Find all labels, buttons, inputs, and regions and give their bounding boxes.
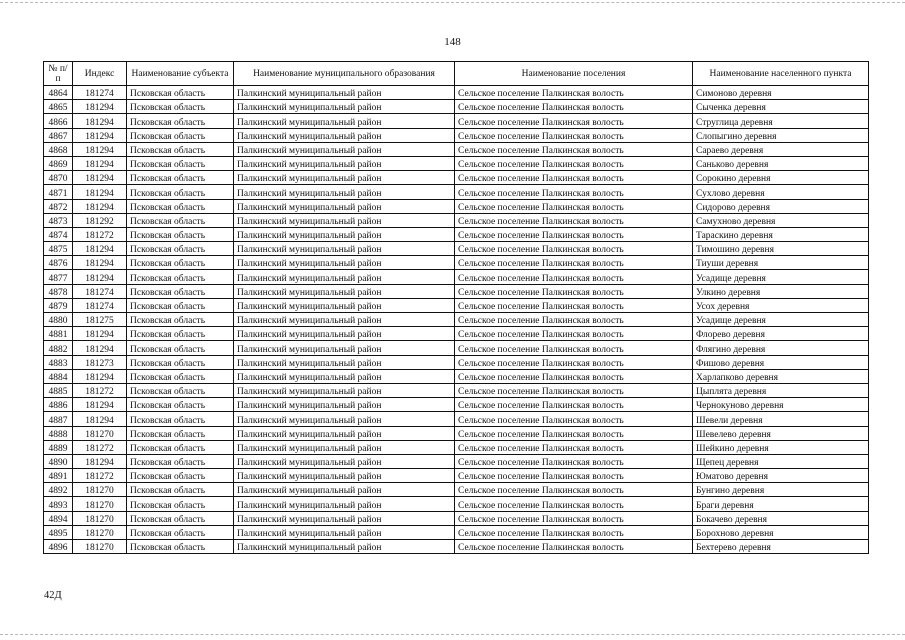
subject-name-cell: Псковская область xyxy=(127,540,234,554)
subject-name-cell: Псковская область xyxy=(127,383,234,397)
municipality-name-cell: Палкинский муниципальный район xyxy=(234,242,455,256)
municipality-name-cell: Палкинский муниципальный район xyxy=(234,156,455,170)
locality-name-cell: Бехтерево деревня xyxy=(693,540,869,554)
locality-name-cell: Бунгино деревня xyxy=(693,483,869,497)
municipality-name-cell: Палкинский муниципальный район xyxy=(234,256,455,270)
subject-name-cell: Псковская область xyxy=(127,525,234,539)
postal-index-cell: 181274 xyxy=(73,86,127,100)
postal-index-cell: 181272 xyxy=(73,383,127,397)
municipality-name-cell: Палкинский муниципальный район xyxy=(234,284,455,298)
municipality-name-cell: Палкинский муниципальный район xyxy=(234,426,455,440)
locality-name-cell: Самухново деревня xyxy=(693,213,869,227)
locality-name-cell: Бокачево деревня xyxy=(693,511,869,525)
postal-index-cell: 181294 xyxy=(73,341,127,355)
locality-name-cell: Слопыгино деревня xyxy=(693,128,869,142)
table-row xyxy=(44,440,869,454)
row-number-cell: 4891 xyxy=(44,469,73,483)
table-row xyxy=(44,398,869,412)
row-number-cell: 4896 xyxy=(44,540,73,554)
header-municipality: Наименование муниципального образования xyxy=(234,62,455,86)
postal-index-cell: 181294 xyxy=(73,242,127,256)
municipality-name-cell: Палкинский муниципальный район xyxy=(234,313,455,327)
postal-index-cell: 181270 xyxy=(73,525,127,539)
subject-name-cell: Псковская область xyxy=(127,114,234,128)
settlement-name-cell: Сельское поселение Палкинская волость xyxy=(455,270,693,284)
locality-name-cell: Юматово деревня xyxy=(693,469,869,483)
table-row xyxy=(44,242,869,256)
row-number-cell: 4886 xyxy=(44,398,73,412)
subject-name-cell: Псковская область xyxy=(127,469,234,483)
municipality-name-cell: Палкинский муниципальный район xyxy=(234,171,455,185)
header-settlement: Наименование поселения xyxy=(455,62,693,86)
table-row xyxy=(44,142,869,156)
settlement-name-cell: Сельское поселение Палкинская волость xyxy=(455,369,693,383)
table-row xyxy=(44,156,869,170)
settlement-name-cell: Сельское поселение Палкинская волость xyxy=(455,227,693,241)
postal-index-cell: 181272 xyxy=(73,227,127,241)
row-number-cell: 4876 xyxy=(44,256,73,270)
header-number: № п/п xyxy=(44,62,73,86)
locality-name-cell: Харлапково деревня xyxy=(693,369,869,383)
municipality-name-cell: Палкинский муниципальный район xyxy=(234,100,455,114)
settlement-name-cell: Сельское поселение Палкинская волость xyxy=(455,412,693,426)
header-subject: Наименование субъекта xyxy=(127,62,234,86)
locality-name-cell: Шевели деревня xyxy=(693,412,869,426)
table-row xyxy=(44,525,869,539)
subject-name-cell: Псковская область xyxy=(127,355,234,369)
postal-index-cell: 181270 xyxy=(73,483,127,497)
settlement-name-cell: Сельское поселение Палкинская волость xyxy=(455,341,693,355)
subject-name-cell: Псковская область xyxy=(127,369,234,383)
settlement-name-cell: Сельское поселение Палкинская волость xyxy=(455,156,693,170)
municipality-name-cell: Палкинский муниципальный район xyxy=(234,341,455,355)
locality-name-cell: Шевелево деревня xyxy=(693,426,869,440)
locality-name-cell: Струглица деревня xyxy=(693,114,869,128)
postal-index-cell: 181294 xyxy=(73,171,127,185)
municipality-name-cell: Палкинский муниципальный район xyxy=(234,497,455,511)
subject-name-cell: Псковская область xyxy=(127,483,234,497)
row-number-cell: 4871 xyxy=(44,185,73,199)
locality-name-cell: Усадище деревня xyxy=(693,270,869,284)
settlement-name-cell: Сельское поселение Палкинская волость xyxy=(455,171,693,185)
subject-name-cell: Псковская область xyxy=(127,142,234,156)
table-row xyxy=(44,199,869,213)
subject-name-cell: Псковская область xyxy=(127,100,234,114)
table-row xyxy=(44,313,869,327)
table-row xyxy=(44,511,869,525)
postal-index-cell: 181294 xyxy=(73,412,127,426)
settlement-name-cell: Сельское поселение Палкинская волость xyxy=(455,213,693,227)
row-number-cell: 4880 xyxy=(44,313,73,327)
postal-index-cell: 181274 xyxy=(73,298,127,312)
municipality-name-cell: Палкинский муниципальный район xyxy=(234,540,455,554)
municipality-name-cell: Палкинский муниципальный район xyxy=(234,199,455,213)
postal-index-cell: 181270 xyxy=(73,426,127,440)
locality-name-cell: Тиуши деревня xyxy=(693,256,869,270)
row-number-cell: 4888 xyxy=(44,426,73,440)
subject-name-cell: Псковская область xyxy=(127,327,234,341)
subject-name-cell: Псковская область xyxy=(127,171,234,185)
postal-index-cell: 181294 xyxy=(73,454,127,468)
locality-name-cell: Шейкино деревня xyxy=(693,440,869,454)
municipality-name-cell: Палкинский муниципальный район xyxy=(234,142,455,156)
row-number-cell: 4879 xyxy=(44,298,73,312)
settlement-name-cell: Сельское поселение Палкинская волость xyxy=(455,525,693,539)
table-row xyxy=(44,497,869,511)
settlement-name-cell: Сельское поселение Палкинская волость xyxy=(455,355,693,369)
settlement-name-cell: Сельское поселение Палкинская волость xyxy=(455,383,693,397)
locality-name-cell: Чернокуново деревня xyxy=(693,398,869,412)
row-number-cell: 4881 xyxy=(44,327,73,341)
postal-index-cell: 181294 xyxy=(73,128,127,142)
subject-name-cell: Псковская область xyxy=(127,256,234,270)
postal-index-cell: 181270 xyxy=(73,497,127,511)
postal-index-cell: 181294 xyxy=(73,156,127,170)
subject-name-cell: Псковская область xyxy=(127,511,234,525)
row-number-cell: 4864 xyxy=(44,86,73,100)
table-row xyxy=(44,426,869,440)
municipality-name-cell: Палкинский муниципальный район xyxy=(234,213,455,227)
row-number-cell: 4889 xyxy=(44,440,73,454)
row-number-cell: 4865 xyxy=(44,100,73,114)
locality-name-cell: Флягино деревня xyxy=(693,341,869,355)
settlement-name-cell: Сельское поселение Палкинская волость xyxy=(455,185,693,199)
municipality-name-cell: Палкинский муниципальный район xyxy=(234,86,455,100)
settlement-name-cell: Сельское поселение Палкинская волость xyxy=(455,142,693,156)
row-number-cell: 4884 xyxy=(44,369,73,383)
locality-name-cell: Сидорово деревня xyxy=(693,199,869,213)
table-row xyxy=(44,341,869,355)
settlement-name-cell: Сельское поселение Палкинская волость xyxy=(455,86,693,100)
locality-name-cell: Усох деревня xyxy=(693,298,869,312)
table-row xyxy=(44,298,869,312)
locality-name-cell: Сыченка деревня xyxy=(693,100,869,114)
settlement-name-cell: Сельское поселение Палкинская волость xyxy=(455,440,693,454)
postal-index-cell: 181270 xyxy=(73,540,127,554)
row-number-cell: 4866 xyxy=(44,114,73,128)
locality-name-cell: Тимошино деревня xyxy=(693,242,869,256)
subject-name-cell: Псковская область xyxy=(127,185,234,199)
subject-name-cell: Псковская область xyxy=(127,440,234,454)
subject-name-cell: Псковская область xyxy=(127,313,234,327)
subject-name-cell: Псковская область xyxy=(127,398,234,412)
scan-edge-bottom xyxy=(0,634,905,635)
locality-name-cell: Борохново деревня xyxy=(693,525,869,539)
row-number-cell: 4882 xyxy=(44,341,73,355)
row-number-cell: 4894 xyxy=(44,511,73,525)
table-row xyxy=(44,369,869,383)
postal-index-cell: 181294 xyxy=(73,270,127,284)
settlement-name-cell: Сельское поселение Палкинская волость xyxy=(455,426,693,440)
row-number-cell: 4870 xyxy=(44,171,73,185)
municipality-name-cell: Палкинский муниципальный район xyxy=(234,412,455,426)
subject-name-cell: Псковская область xyxy=(127,497,234,511)
table-row xyxy=(44,256,869,270)
row-number-cell: 4893 xyxy=(44,497,73,511)
subject-name-cell: Псковская область xyxy=(127,298,234,312)
subject-name-cell: Псковская область xyxy=(127,213,234,227)
table-row xyxy=(44,270,869,284)
municipality-name-cell: Палкинский муниципальный район xyxy=(234,383,455,397)
settlement-name-cell: Сельское поселение Палкинская волость xyxy=(455,398,693,412)
locality-name-cell: Фишово деревня xyxy=(693,355,869,369)
locality-name-cell: Симоново деревня xyxy=(693,86,869,100)
postal-index-cell: 181294 xyxy=(73,199,127,213)
table-row xyxy=(44,454,869,468)
row-number-cell: 4885 xyxy=(44,383,73,397)
locality-table xyxy=(43,61,869,554)
municipality-name-cell: Палкинский муниципальный район xyxy=(234,227,455,241)
row-number-cell: 4875 xyxy=(44,242,73,256)
subject-name-cell: Псковская область xyxy=(127,199,234,213)
subject-name-cell: Псковская область xyxy=(127,242,234,256)
locality-name-cell: Сорокино деревня xyxy=(693,171,869,185)
subject-name-cell: Псковская область xyxy=(127,227,234,241)
table-row xyxy=(44,114,869,128)
table-row xyxy=(44,185,869,199)
table-row xyxy=(44,469,869,483)
settlement-name-cell: Сельское поселение Палкинская волость xyxy=(455,298,693,312)
locality-name-cell: Усадище деревня xyxy=(693,313,869,327)
page-number: 148 xyxy=(444,36,461,48)
row-number-cell: 4867 xyxy=(44,128,73,142)
postal-index-cell: 181275 xyxy=(73,313,127,327)
row-number-cell: 4895 xyxy=(44,525,73,539)
postal-index-cell: 181292 xyxy=(73,213,127,227)
municipality-name-cell: Палкинский муниципальный район xyxy=(234,114,455,128)
municipality-name-cell: Палкинский муниципальный район xyxy=(234,327,455,341)
subject-name-cell: Псковская область xyxy=(127,426,234,440)
subject-name-cell: Псковская область xyxy=(127,284,234,298)
row-number-cell: 4883 xyxy=(44,355,73,369)
municipality-name-cell: Палкинский муниципальный район xyxy=(234,469,455,483)
postal-index-cell: 181273 xyxy=(73,355,127,369)
postal-index-cell: 181294 xyxy=(73,327,127,341)
postal-index-cell: 181272 xyxy=(73,469,127,483)
table-body xyxy=(44,86,869,554)
row-number-cell: 4892 xyxy=(44,483,73,497)
locality-name-cell: Улкино деревня xyxy=(693,284,869,298)
locality-name-cell: Сараево деревня xyxy=(693,142,869,156)
postal-index-cell: 181294 xyxy=(73,185,127,199)
row-number-cell: 4868 xyxy=(44,142,73,156)
settlement-name-cell: Сельское поселение Палкинская волость xyxy=(455,114,693,128)
municipality-name-cell: Палкинский муниципальный район xyxy=(234,525,455,539)
municipality-name-cell: Палкинский муниципальный район xyxy=(234,355,455,369)
table-row xyxy=(44,483,869,497)
settlement-name-cell: Сельское поселение Палкинская волость xyxy=(455,497,693,511)
settlement-name-cell: Сельское поселение Палкинская волость xyxy=(455,483,693,497)
postal-index-cell: 181270 xyxy=(73,511,127,525)
row-number-cell: 4878 xyxy=(44,284,73,298)
settlement-name-cell: Сельское поселение Палкинская волость xyxy=(455,511,693,525)
locality-name-cell: Санько​во деревня xyxy=(693,156,869,170)
postal-index-cell: 181294 xyxy=(73,114,127,128)
settlement-name-cell: Сельское поселение Палкинская волость xyxy=(455,313,693,327)
subject-name-cell: Псковская область xyxy=(127,454,234,468)
postal-index-cell: 181294 xyxy=(73,398,127,412)
settlement-name-cell: Сельское поселение Палкинская волость xyxy=(455,454,693,468)
table-row xyxy=(44,327,869,341)
scan-edge-top xyxy=(0,2,905,3)
settlement-name-cell: Сельское поселение Палкинская волость xyxy=(455,100,693,114)
postal-index-cell: 181294 xyxy=(73,256,127,270)
table-row xyxy=(44,128,869,142)
postal-index-cell: 181294 xyxy=(73,100,127,114)
subject-name-cell: Псковская область xyxy=(127,156,234,170)
header-locality: Наименование населенного пункта xyxy=(693,62,869,86)
municipality-name-cell: Палкинский муниципальный район xyxy=(234,298,455,312)
municipality-name-cell: Палкинский муниципальный район xyxy=(234,185,455,199)
table-row xyxy=(44,171,869,185)
row-number-cell: 4874 xyxy=(44,227,73,241)
settlement-name-cell: Сельское поселение Палкинская волость xyxy=(455,469,693,483)
locality-name-cell: Цыплята деревня xyxy=(693,383,869,397)
municipality-name-cell: Палкинский муниципальный район xyxy=(234,440,455,454)
header-index: Индекс xyxy=(73,62,127,86)
locality-name-cell: Тараскино деревня xyxy=(693,227,869,241)
subject-name-cell: Псковская область xyxy=(127,341,234,355)
settlement-name-cell: Сельское поселение Палкинская волость xyxy=(455,242,693,256)
settlement-name-cell: Сельское поселение Палкинская волость xyxy=(455,540,693,554)
locality-name-cell: Щепец деревня xyxy=(693,454,869,468)
table-header-row xyxy=(44,62,869,86)
table-row xyxy=(44,383,869,397)
table-row xyxy=(44,227,869,241)
locality-name-cell: Браги деревня xyxy=(693,497,869,511)
table-row xyxy=(44,86,869,100)
municipality-name-cell: Палкинский муниципальный район xyxy=(234,511,455,525)
row-number-cell: 4890 xyxy=(44,454,73,468)
subject-name-cell: Псковская область xyxy=(127,86,234,100)
municipality-name-cell: Палкинский муниципальный район xyxy=(234,398,455,412)
subject-name-cell: Псковская область xyxy=(127,412,234,426)
subject-name-cell: Псковская область xyxy=(127,128,234,142)
municipality-name-cell: Палкинский муниципальный район xyxy=(234,454,455,468)
settlement-name-cell: Сельское поселение Палкинская волость xyxy=(455,199,693,213)
row-number-cell: 4872 xyxy=(44,199,73,213)
row-number-cell: 4877 xyxy=(44,270,73,284)
table-row xyxy=(44,284,869,298)
locality-name-cell: Сухлово деревня xyxy=(693,185,869,199)
row-number-cell: 4887 xyxy=(44,412,73,426)
postal-index-cell: 181294 xyxy=(73,369,127,383)
locality-name-cell: Флорево деревня xyxy=(693,327,869,341)
table-row xyxy=(44,100,869,114)
municipality-name-cell: Палкинский муниципальный район xyxy=(234,128,455,142)
postal-index-cell: 181272 xyxy=(73,440,127,454)
subject-name-cell: Псковская область xyxy=(127,270,234,284)
row-number-cell: 4873 xyxy=(44,213,73,227)
municipality-name-cell: Палкинский муниципальный район xyxy=(234,483,455,497)
municipality-name-cell: Палкинский муниципальный район xyxy=(234,369,455,383)
settlement-name-cell: Сельское поселение Палкинская волость xyxy=(455,128,693,142)
table-row xyxy=(44,355,869,369)
page-footer-code: 42Д xyxy=(44,590,62,601)
settlement-name-cell: Сельское поселение Палкинская волость xyxy=(455,256,693,270)
table-row xyxy=(44,213,869,227)
table-row xyxy=(44,412,869,426)
postal-index-cell: 181294 xyxy=(73,142,127,156)
municipality-name-cell: Палкинский муниципальный район xyxy=(234,270,455,284)
postal-index-cell: 181274 xyxy=(73,284,127,298)
settlement-name-cell: Сельское поселение Палкинская волость xyxy=(455,284,693,298)
settlement-name-cell: Сельское поселение Палкинская волость xyxy=(455,327,693,341)
table-row xyxy=(44,540,869,554)
row-number-cell: 4869 xyxy=(44,156,73,170)
